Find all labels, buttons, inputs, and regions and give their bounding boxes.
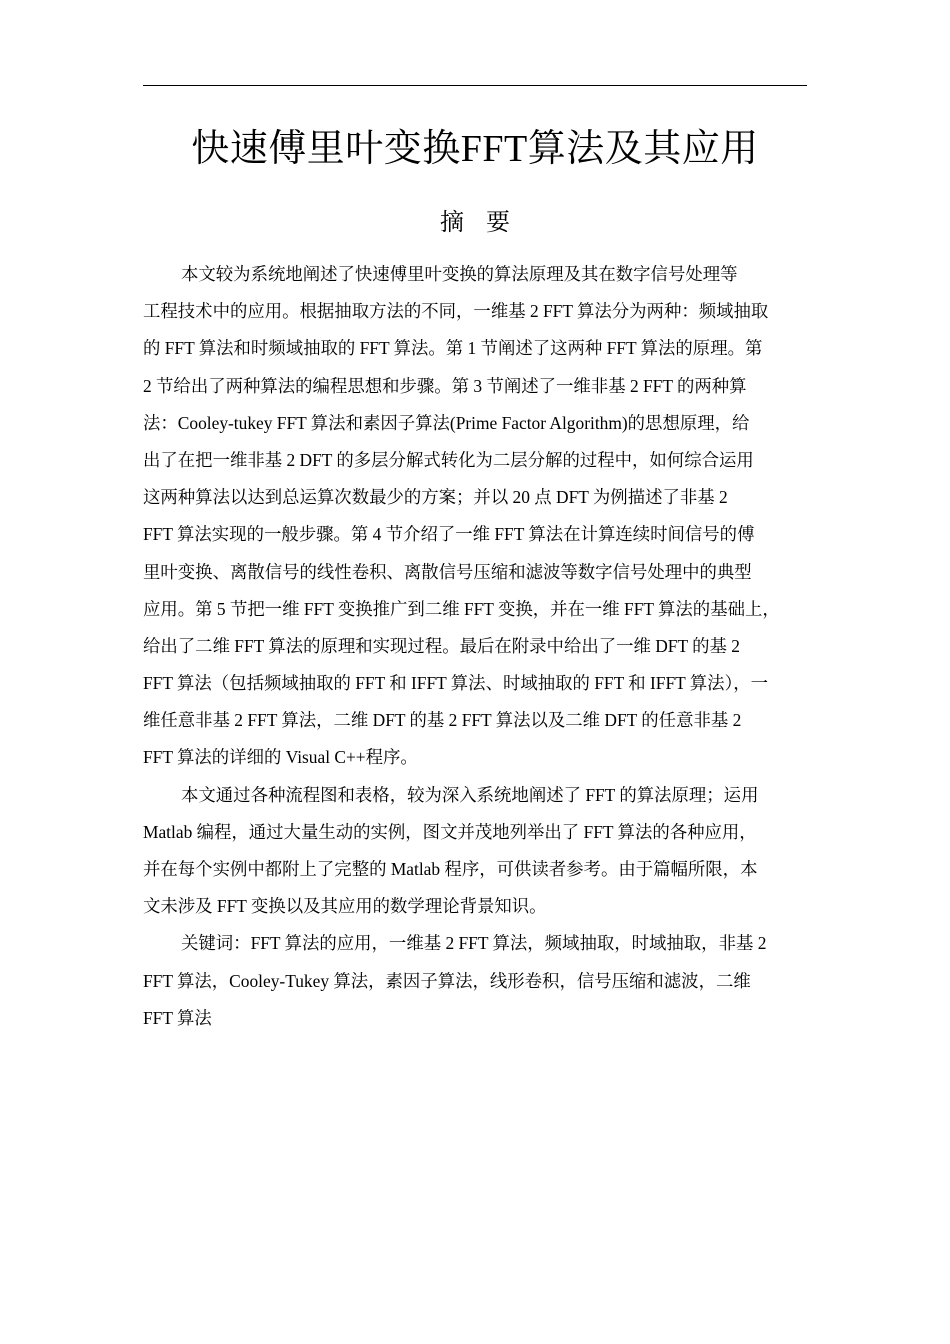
text-line: 应用。第 5 节把一维 FFT 变换推广到二维 FFT 变换，并在一维 FFT 算法的基础上， [143, 598, 780, 619]
text-line: FFT 算法，Cooley-Tukey 算法，素因子算法，线形卷积，信号压缩和滤波，二维 [143, 970, 751, 991]
keywords-first-line [143, 925, 807, 962]
text-line: 本文通过各种流程图和表格，较为深入系统地阐述了 FFT 的算法原理；运用 [181, 784, 759, 805]
text-line: 本文较为系统地阐述了快速傅里叶变换的算法原理及其在数字信号处理等 [181, 264, 738, 284]
text-line: FFT 算法的详细的 Visual C++程序。 [143, 747, 418, 768]
text-line: FFT 算法实现的一般步骤。第 4 节介绍了一维 FFT 算法在计算连续时间信号的傅 [143, 524, 755, 545]
abstract-paragraph-2 [143, 777, 807, 926]
text-line: 并在每个实例中都附上了完整的 Matlab 程序，可供读者参考。由于篇幅所限，本 [143, 859, 758, 879]
text-line: 法：Cooley-tukey FFT 算法和素因子算法(Prime Factor Algorithm)的思想原理，给 [143, 412, 750, 433]
text-line: 工程技术中的应用。根据抽取方法的不同，一维基 2 FFT 算法分为两种：频域抽取 [143, 301, 769, 322]
abstract-heading: 摘要 [440, 210, 532, 236]
text-line: 这两种算法以达到总运算次数最少的方案；并以 20 点 DFT 为例描述了非基 2 [143, 487, 728, 508]
text-line: 2 节给出了两种算法的编程思想和步骤。第 3 节阐述了一维非基 2 FFT 的两种算 [143, 375, 747, 396]
keywords-label: 关键词： [181, 933, 251, 954]
text-line: Matlab 编程，通过大量生动的实例，图文并茂地列举出了 FFT 算法的各种应用， [143, 821, 757, 842]
text-line: 给出了二维 FFT 算法的原理和实现过程。最后在附录中给出了一维 DFT 的基 2 [143, 635, 740, 656]
text-line: 出了在把一维非基 2 DFT 的多层分解式转化为二层分解的过程中，如何综合运用 [143, 449, 754, 470]
keywords-text: FFT 算法的应用，一维基 2 FFT 算法，频域抽取，时域抽取，非基 2 [250, 933, 767, 954]
text-line: 文未涉及 FFT 变换以及其应用的数学理论背景知识。 [143, 896, 547, 917]
text-line: 里叶变换、离散信号的线性卷积、离散信号压缩和滤波等数字信号处理中的典型 [143, 561, 752, 582]
abstract-body [143, 256, 807, 1037]
text-line: 维任意非基 2 FFT 算法，二维 DFT 的基 2 FFT 算法以及二维 DFT 的任意非基 2 [143, 710, 742, 731]
text-line: FFT 算法 [143, 1007, 212, 1028]
abstract-paragraph-1 [143, 256, 807, 777]
text-line: FFT 算法（包括频域抽取的 FFT 和 IFFT 算法、时域抽取的 FFT 和 IFFT 算法），一 [143, 673, 769, 694]
document-title: 快速傅里叶变换FFT算法及其应用 [191, 128, 759, 170]
keywords-paragraph [143, 925, 807, 1037]
header-rule [143, 85, 807, 86]
text-line: 的 FFT 算法和时频域抽取的 FFT 算法。第 1 节阐述了这两种 FFT 算法的原理。第 [143, 338, 763, 359]
